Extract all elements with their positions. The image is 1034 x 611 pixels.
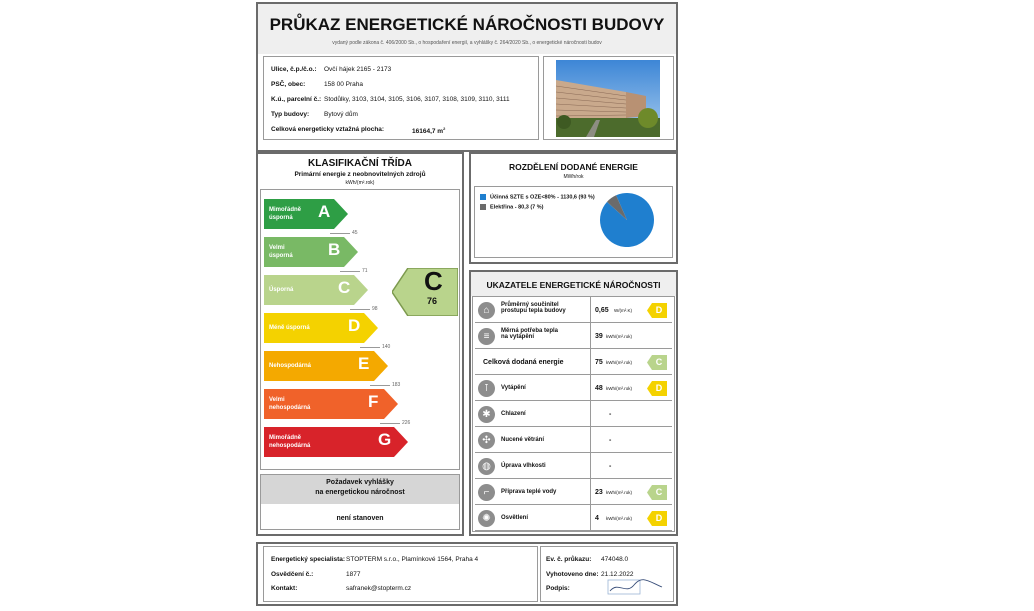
- indicator-name: [483, 359, 564, 366]
- class-letter: G: [378, 430, 392, 449]
- distribution-unit: MWh/rok: [563, 174, 584, 180]
- indicator-value: -: [609, 437, 612, 444]
- indicator-unit: kWh/(m².rok): [606, 334, 632, 339]
- street-value: Ovčí hájek 2165 - 2173: [324, 66, 392, 73]
- class-threshold: 140: [382, 344, 391, 350]
- record-number-label: Ev. č. průkazu:: [546, 556, 592, 563]
- humidity-icon: ◍: [478, 458, 495, 475]
- indicator-name: [501, 515, 528, 521]
- pie-chart: [598, 191, 656, 249]
- class-label-line1: Velmi: [269, 397, 285, 403]
- class-letter: F: [368, 392, 379, 411]
- indicator-unit: kWh/(m².rok): [606, 386, 632, 391]
- indicator-row: [475, 325, 672, 349]
- class-threshold: 71: [362, 268, 368, 274]
- class-threshold: 45: [352, 230, 358, 236]
- faucet-icon: ⌐: [478, 484, 495, 501]
- indicator-class-badge: [647, 303, 667, 318]
- class-letter: A: [318, 202, 331, 221]
- class-threshold: 183: [392, 382, 401, 388]
- class-letter: D: [348, 316, 361, 335]
- indicator-value: 4: [595, 515, 599, 522]
- class-letter: B: [328, 240, 341, 259]
- type-value: Bytový dům: [324, 111, 358, 118]
- class-label-line1: Mimořádně: [269, 435, 302, 441]
- indicator-class-badge: [647, 381, 667, 396]
- issued-label: Vyhotoveno dne:: [546, 571, 599, 578]
- cadastre-value: Stodůlky, 3103, 3104, 3105, 3106, 3107, 3108, 3109, 3110, 3111: [324, 96, 510, 103]
- indicator-class-letter: D: [655, 513, 663, 523]
- street-label: Ulice, č.p./č.o.:: [271, 66, 317, 73]
- class-arrow-b: [264, 237, 358, 267]
- indicator-name: [501, 437, 544, 443]
- class-label-line2: nehospodárná: [269, 405, 311, 411]
- class-arrow-f: [264, 389, 398, 419]
- certificate-label: Osvědčení č.:: [271, 571, 314, 578]
- indicator-name: [501, 328, 558, 340]
- requirement-title-line1: Požadavek vyhlášky: [326, 479, 394, 486]
- classification-subtitle: Primární energie z neobnovitelných zdrojů: [294, 171, 426, 178]
- indicator-name-line1: Vytápění: [501, 385, 526, 391]
- area-value: [412, 126, 445, 135]
- snowflake-icon: ✱: [478, 406, 495, 423]
- requirement-value: není stanoven: [336, 515, 384, 522]
- result-value: 76: [427, 296, 438, 306]
- class-label: [269, 362, 311, 370]
- legend-label: Účinná SZTE s OZE<80% - 1130,6 (93 %): [490, 194, 595, 201]
- area-number: 16164,7 m: [412, 128, 444, 136]
- area-sup: 2: [443, 126, 446, 131]
- indicator-unit: W/(m².K): [614, 308, 632, 313]
- indicators-table: [472, 296, 675, 532]
- indicator-class-badge: [647, 485, 667, 500]
- legend-label: Elektřina - 80,3 (7 %): [490, 204, 544, 211]
- class-label: [269, 286, 293, 294]
- threshold-line: [340, 271, 360, 272]
- indicator-name: [501, 463, 546, 469]
- cadastre-label: K.ú., parcelní č.:: [271, 96, 322, 103]
- indicator-value: 0,65: [595, 307, 609, 314]
- page-subtitle: vydaný podle zákona č. 406/2000 Sb., o hospodaření energií, a vyhlášky č. 264/2020 Sb., o energetické náročnosti budov: [332, 40, 602, 46]
- indicator-value: -: [609, 463, 612, 470]
- threshold-line: [380, 423, 400, 424]
- record-number-value: 474048.0: [601, 556, 629, 563]
- legend-swatch: [480, 194, 486, 200]
- indicator-name-line1: Nucené větrání: [501, 437, 545, 443]
- indicator-class-badge: [647, 511, 667, 526]
- class-label-line1: Méně úsporná: [269, 325, 310, 331]
- indicator-name: [501, 411, 526, 417]
- indicator-row: [475, 377, 672, 401]
- indicator-unit: kWh/(m².rok): [606, 516, 632, 521]
- contact-value[interactable]: safranek@stopterm.cz: [346, 585, 412, 592]
- radiator-icon: ≡: [478, 328, 495, 345]
- indicator-class-badge: [647, 355, 667, 370]
- legend-swatch: [480, 204, 486, 210]
- indicator-row: [475, 507, 672, 531]
- class-letter: C: [338, 278, 351, 297]
- indicator-value: 75: [595, 359, 603, 366]
- legend-item: [480, 194, 595, 200]
- signature-stamp: [604, 577, 664, 599]
- indicator-name: [501, 385, 526, 391]
- psc-label: PSČ, obec:: [271, 81, 306, 88]
- indicator-name-line1: Chlazení: [501, 411, 526, 417]
- class-arrow-e: [264, 351, 388, 381]
- class-label-line2: úsporná: [269, 253, 293, 259]
- indicator-name-line2: na vytápění: [501, 334, 535, 340]
- class-label: [269, 324, 310, 332]
- certificate-value: 1877: [346, 571, 361, 578]
- indicator-value: 39: [595, 333, 603, 340]
- indicator-name-line2: prostupu tepla budovy: [501, 308, 566, 314]
- class-arrow-c: [264, 275, 368, 305]
- class-label-line2: úsporná: [269, 215, 293, 221]
- specialist-value: STOPTERM s.r.o., Plamínkové 1564, Praha 4: [346, 556, 479, 563]
- class-arrow-d: [264, 313, 378, 343]
- class-label-line2: nehospodárná: [269, 443, 311, 449]
- threshold-line: [370, 385, 390, 386]
- class-label-line1: Úsporná: [269, 287, 294, 293]
- classification-title: KLASIFIKAČNÍ TŘÍDA: [308, 158, 412, 169]
- indicator-name-line1: Úprava vlhkosti: [501, 463, 546, 469]
- class-label: [269, 244, 293, 260]
- indicator-name-line1: Celková dodaná energie: [483, 359, 564, 366]
- indicator-row: [475, 299, 672, 323]
- indicator-row: [475, 403, 672, 427]
- contact-label: Kontakt:: [271, 585, 298, 592]
- class-label-line1: Mimořádně: [269, 207, 302, 213]
- class-label-line1: Velmi: [269, 245, 285, 251]
- fan-icon: ✣: [478, 432, 495, 449]
- indicator-name-line1: Příprava teplé vody: [501, 489, 557, 495]
- indicator-unit: kWh/(m².rok): [606, 360, 632, 365]
- threshold-line: [330, 233, 350, 234]
- distribution-title: ROZDĚLENÍ DODANÉ ENERGIE: [509, 162, 638, 172]
- indicator-name-line1: Osvětlení: [501, 515, 529, 521]
- indicator-value: 48: [595, 385, 603, 392]
- thermometer-icon: ⊺: [478, 380, 495, 397]
- indicator-value: -: [609, 411, 612, 418]
- indicator-class-letter: C: [655, 357, 663, 367]
- result-letter: C: [424, 266, 443, 296]
- class-threshold: 226: [402, 420, 411, 426]
- area-label: Celková energeticky vztažná plocha:: [271, 126, 385, 133]
- page-title: PRŮKAZ ENERGETICKÉ NÁROČNOSTI BUDOVY: [269, 15, 665, 34]
- indicator-value: 23: [595, 489, 603, 496]
- requirement-title-line2: na energetickou náročnost: [315, 489, 405, 496]
- indicator-class-letter: C: [655, 487, 663, 497]
- threshold-line: [350, 309, 370, 310]
- class-label-line1: Nehospodárná: [269, 363, 312, 369]
- legend-item: [480, 204, 544, 210]
- class-arrow-g: [264, 427, 408, 457]
- class-label: [269, 396, 310, 412]
- class-label: [269, 206, 301, 222]
- issued-value: 21.12.2022: [601, 571, 634, 578]
- building-photo: [556, 60, 660, 137]
- threshold-line: [360, 347, 380, 348]
- indicator-name: [501, 489, 556, 495]
- house-icon: ⌂: [478, 302, 495, 319]
- signature-label: Podpis:: [546, 585, 570, 592]
- indicator-row: [475, 429, 672, 453]
- classification-unit: kWh/(m².rok): [345, 180, 375, 186]
- class-threshold: 98: [372, 306, 378, 312]
- indicator-name-line1: Měrná potřeba tepla: [501, 328, 559, 334]
- class-letter: E: [358, 354, 370, 373]
- indicator-row: [475, 351, 672, 375]
- type-label: Typ budovy:: [271, 111, 310, 118]
- indicator-name-line1: Průměrný součinitel: [501, 302, 559, 308]
- indicator-row: [475, 455, 672, 479]
- psc-value: 158 00 Praha: [324, 81, 364, 88]
- indicator-name: [501, 302, 566, 314]
- indicator-unit: kWh/(m².rok): [606, 490, 632, 495]
- indicator-row: [475, 481, 672, 505]
- class-arrow-a: [264, 199, 348, 229]
- indicator-class-letter: D: [655, 383, 663, 393]
- indicator-class-letter: D: [655, 305, 663, 315]
- lightbulb-icon: ✺: [478, 510, 495, 527]
- specialist-label: Energetický specialista:: [271, 556, 346, 563]
- class-label: [269, 434, 310, 450]
- indicators-title: UKAZATELE ENERGETICKÉ NÁROČNOSTI: [486, 280, 661, 290]
